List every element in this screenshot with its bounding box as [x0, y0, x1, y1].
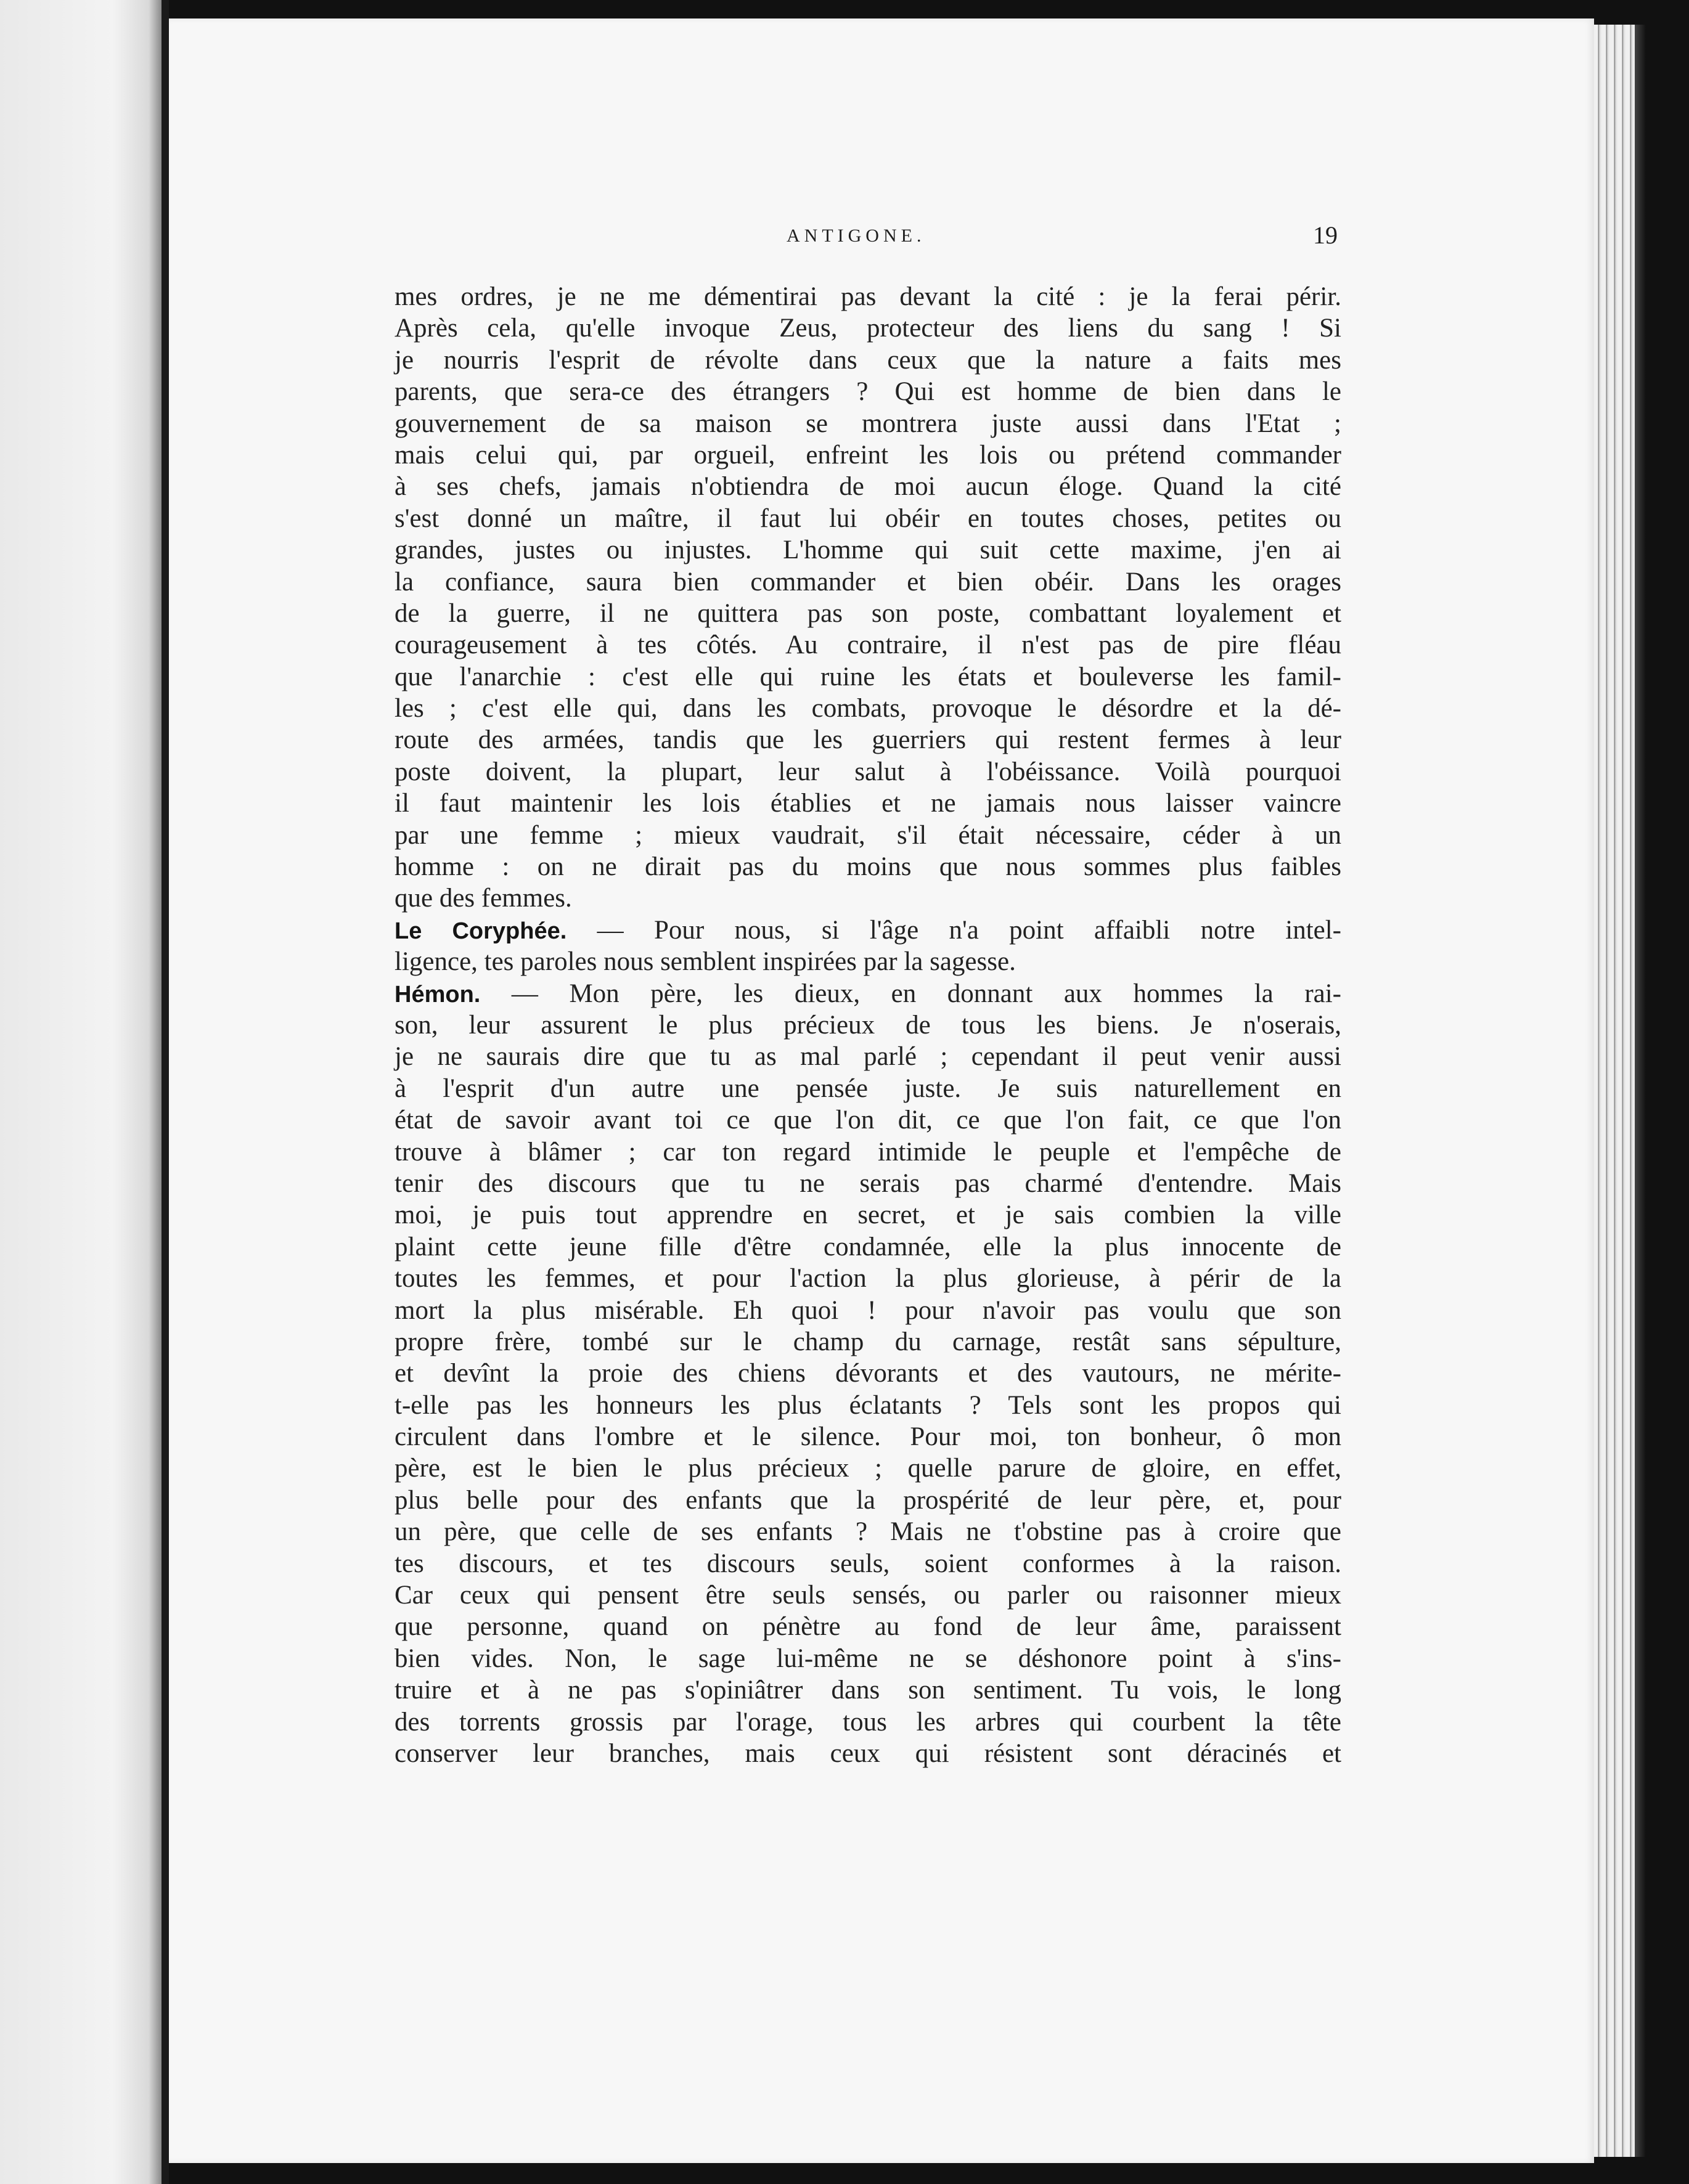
text-line	[395, 281, 1341, 312]
text-line	[395, 1104, 1341, 1136]
text-line	[395, 534, 1341, 566]
line-text: un père, que celle de ses enfants ? Mais ne t'obstine pas à croire que	[395, 1517, 1341, 1547]
line-text: plaint cette jeune fille d'être condamnée, elle la plus innocente de	[395, 1232, 1341, 1261]
previous-page-edge	[0, 0, 162, 2184]
text-line	[395, 376, 1341, 407]
text-line	[395, 978, 1341, 1009]
line-text: la confiance, saura bien commander et bien obéir. Dans les orages	[395, 567, 1341, 597]
text-line	[395, 820, 1341, 851]
text-line	[395, 1041, 1341, 1072]
line-text: tenir des discours que tu ne serais pas charmé d'entendre. Mais	[395, 1168, 1341, 1198]
text-line	[395, 1738, 1341, 1769]
text-line	[395, 1009, 1341, 1041]
line-text: circulent dans l'ombre et le silence. Pour moi, ton bonheur, ô mon	[395, 1422, 1341, 1452]
text-line	[395, 471, 1341, 502]
line-text: — Mon père, les dieux, en donnant aux hommes la rai-	[480, 979, 1341, 1008]
page-number: 19	[1313, 221, 1338, 249]
text-line	[395, 408, 1341, 439]
page-edges	[1594, 25, 1635, 2157]
text-line	[395, 1199, 1341, 1231]
text-line	[395, 629, 1341, 661]
line-text: s'est donné un maître, il faut lui obéir en toutes choses, petites ou	[395, 503, 1341, 533]
line-text: de la guerre, il ne quittera pas son poste, combattant loyalement et	[395, 598, 1341, 628]
text-line	[395, 598, 1341, 629]
line-text: moi, je puis tout apprendre en secret, et je sais combien la ville	[395, 1200, 1341, 1230]
text-line	[395, 312, 1341, 344]
text-line	[395, 1295, 1341, 1326]
line-text: toutes les femmes, et pour l'action la plus glorieuse, à périr de la	[395, 1264, 1341, 1294]
text-line	[395, 851, 1341, 882]
text-line	[395, 1231, 1341, 1263]
line-text: Car ceux qui pensent être seuls sensés, ou parler ou raisonner mieux	[395, 1581, 1341, 1610]
speaker-name: Hémon.	[395, 981, 481, 1008]
line-text: truire et à ne pas s'opiniâtrer dans son sentiment. Tu vois, le long	[395, 1676, 1341, 1705]
text-line	[395, 724, 1341, 756]
text-line	[395, 946, 1341, 977]
line-text: plus belle pour des enfants que la prospérité de leur père, et, pour	[395, 1485, 1341, 1515]
line-text: t-elle pas les honneurs les plus éclatants ? Tels sont les propos qui	[395, 1390, 1341, 1420]
line-text: que l'anarchie : c'est elle qui ruine les états et bouleverse les famil-	[395, 662, 1341, 691]
line-text: ligence, tes paroles nous semblent inspirées par la sagesse.	[395, 947, 1016, 977]
line-text: grandes, justes ou injustes. L'homme qui suit cette maxime, j'en ai	[395, 536, 1341, 565]
text-line	[395, 1073, 1341, 1104]
line-text: je ne saurais dire que tu as mal parlé ; cependant il peut venir aussi	[395, 1042, 1341, 1072]
text-line	[395, 882, 1341, 914]
text-line	[395, 1390, 1341, 1421]
text-line	[395, 693, 1341, 724]
text-line	[395, 915, 1341, 946]
text-line	[395, 1421, 1341, 1453]
text-line	[395, 566, 1341, 598]
speaker-name: Le Coryphée.	[395, 918, 567, 944]
line-text: propre frère, tombé sur le champ du carnage, restât sans sépulture,	[395, 1327, 1341, 1356]
book-gutter	[162, 0, 169, 2184]
line-text: que personne, quand on pénètre au fond de leur âme, paraissent	[395, 1612, 1341, 1642]
text-line	[395, 661, 1341, 693]
text-line	[395, 1453, 1341, 1484]
line-text: trouve à blâmer ; car ton regard intimide le peuple et l'empêche de	[395, 1137, 1341, 1167]
line-text: des torrents grossis par l'orage, tous les arbres qui courbent la tête	[395, 1707, 1341, 1737]
text-line	[395, 1263, 1341, 1294]
text-line	[395, 1611, 1341, 1642]
line-text: mes ordres, je ne me démentirai pas devant la cité : je la ferai périr.	[395, 282, 1341, 311]
line-text: courageusement à tes côtés. Au contraire, il n'est pas de pire fléau	[395, 630, 1341, 660]
line-text: par une femme ; mieux vaudrait, s'il était nécessaire, céder à un	[395, 820, 1341, 850]
body-text	[395, 281, 1341, 1769]
line-text: les ; c'est elle qui, dans les combats, provoque le désordre et la dé-	[395, 694, 1341, 723]
page-edge-shadow	[1635, 25, 1646, 2157]
text-line	[395, 756, 1341, 788]
line-text: et devînt la proie des chiens dévorants et des vautours, ne mérite-	[395, 1359, 1341, 1388]
line-text: bien vides. Non, le sage lui-même ne se déshonore point à s'ins-	[395, 1644, 1341, 1673]
line-text: parents, que sera-ce des étrangers ? Qui est homme de bien dans le	[395, 377, 1341, 407]
line-text: mort la plus misérable. Eh quoi ! pour n'avoir pas voulu que son	[395, 1295, 1341, 1325]
line-text: Après cela, qu'elle invoque Zeus, protecteur des liens du sang ! Si	[395, 314, 1341, 343]
text-line	[395, 788, 1341, 819]
text-line	[395, 1136, 1341, 1168]
line-text: il faut maintenir les lois établies et ne jamais nous laisser vaincre	[395, 789, 1341, 818]
text-line	[395, 1643, 1341, 1674]
line-text: père, est le bien le plus précieux ; quelle parure de gloire, en effet,	[395, 1454, 1341, 1483]
text-line	[395, 344, 1341, 376]
line-text: tes discours, et tes discours seuls, soient conformes à la raison.	[395, 1549, 1341, 1578]
text-line	[395, 1516, 1341, 1547]
line-text: à ses chefs, jamais n'obtiendra de moi aucun éloge. Quand la cité	[395, 472, 1341, 502]
line-text: route des armées, tandis que les guerriers qui restent fermes à leur	[395, 725, 1341, 755]
text-line	[395, 1706, 1341, 1738]
text-line	[395, 1326, 1341, 1358]
text-line	[395, 1674, 1341, 1706]
running-title: ANTIGONE.	[787, 226, 926, 246]
line-text: état de savoir avant toi ce que l'on dit, ce que l'on fait, ce que l'on	[395, 1106, 1341, 1135]
line-text: que des femmes.	[395, 884, 572, 913]
line-text: gouvernement de sa maison se montrera juste aussi dans l'Etat ;	[395, 409, 1341, 438]
line-text: mais celui qui, par orgueil, enfreint les lois ou prétend commander	[395, 440, 1341, 470]
text-line	[395, 503, 1341, 534]
line-text: son, leur assurent le plus précieux de tous les biens. Je n'oserais,	[395, 1010, 1341, 1040]
text-line	[395, 1485, 1341, 1516]
line-text: homme : on ne dirait pas du moins que nous sommes plus faibles	[395, 852, 1341, 882]
text-line	[395, 1548, 1341, 1579]
text-line	[395, 1168, 1341, 1199]
line-text: — Pour nous, si l'âge n'a point affaibli notre intel-	[566, 915, 1341, 945]
text-line	[395, 1358, 1341, 1389]
text-line	[395, 1579, 1341, 1611]
line-text: je nourris l'esprit de révolte dans ceux que la nature a faits mes	[395, 345, 1341, 375]
line-text: conserver leur branches, mais ceux qui résistent sont déracinés et	[395, 1738, 1341, 1768]
line-text: à l'esprit d'un autre une pensée juste. Je suis naturellement en	[395, 1074, 1341, 1103]
text-line	[395, 439, 1341, 471]
line-text: poste doivent, la plupart, leur salut à l'obéissance. Voilà pourquoi	[395, 757, 1341, 786]
